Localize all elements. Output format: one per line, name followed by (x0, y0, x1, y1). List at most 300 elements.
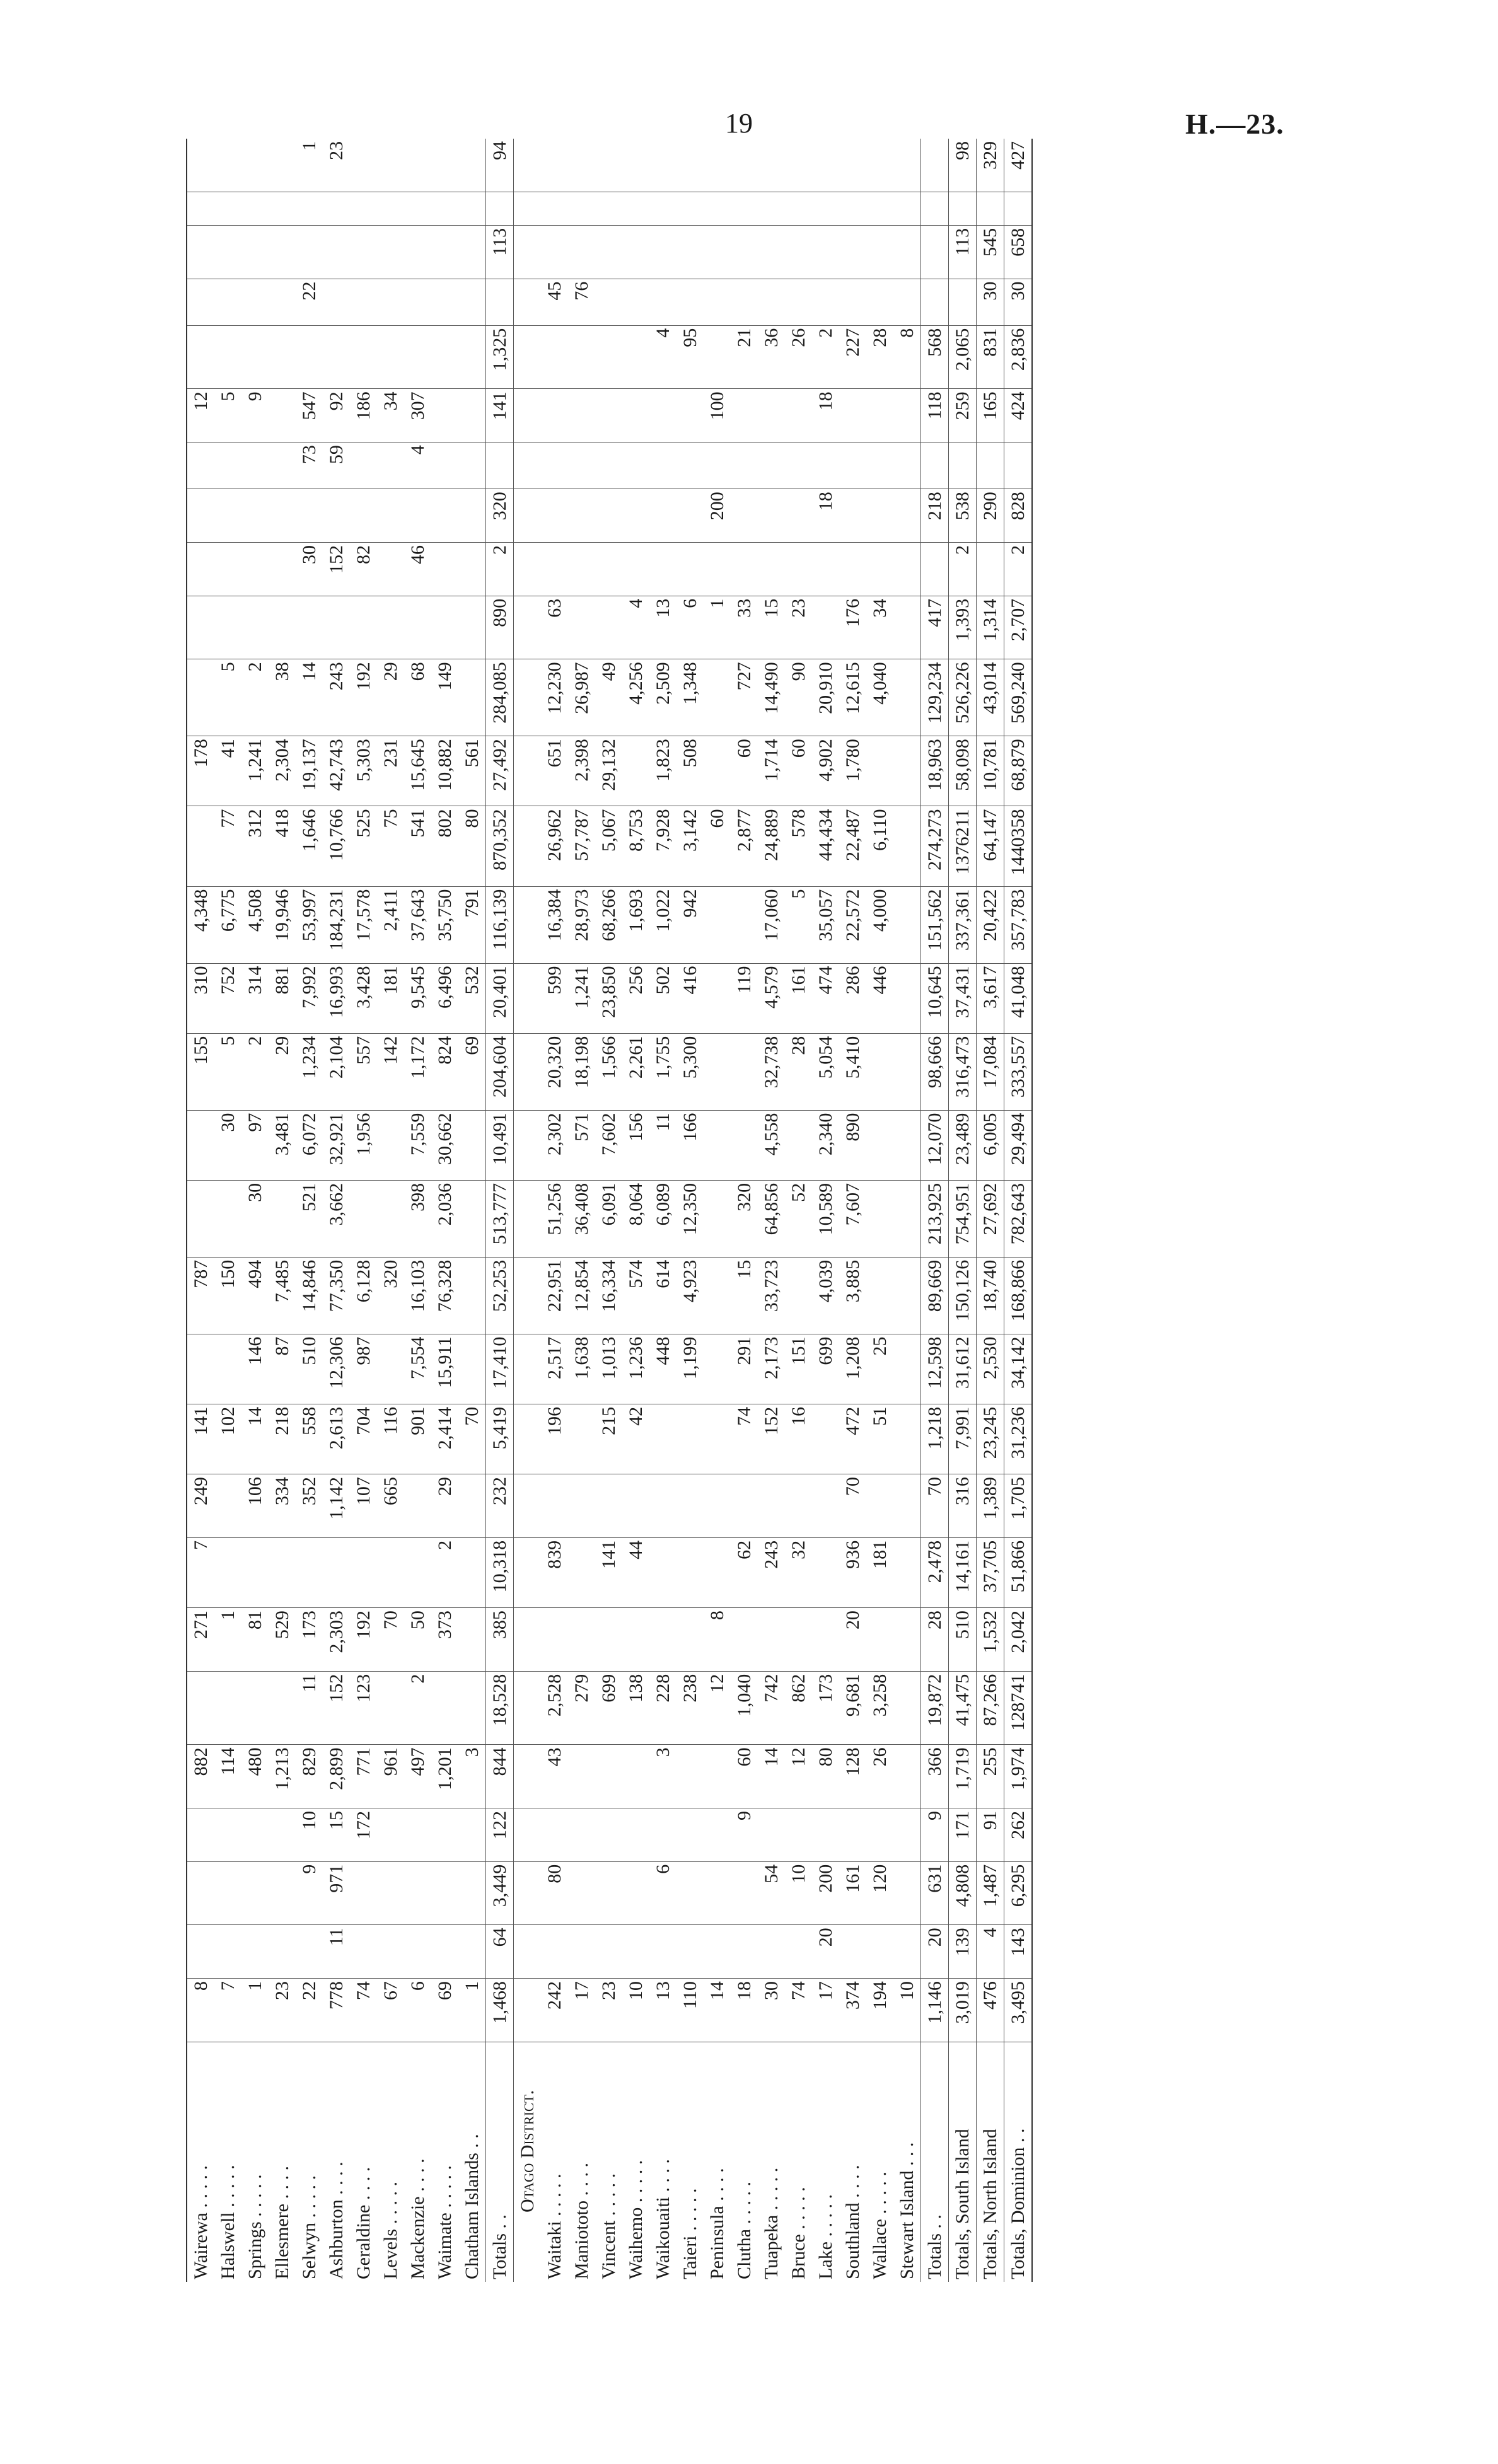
table-cell: 7 (187, 1537, 214, 1607)
table-cell (704, 963, 731, 1033)
table-cell: 513,777 (486, 1180, 514, 1257)
table-cell: 59 (323, 442, 350, 489)
table-cell: 243 (758, 1537, 785, 1607)
table-cell: 4,256 (622, 659, 649, 736)
table-cell: 107 (350, 1474, 377, 1538)
table-cell: 2 (404, 1671, 431, 1745)
table-cell: 165 (977, 389, 1004, 442)
table-cell (458, 659, 486, 736)
table-cell (514, 1257, 542, 1334)
table-cell (350, 596, 377, 659)
table-cell: 3 (458, 1745, 486, 1808)
table-cell: 571 (568, 1110, 595, 1180)
table-cell (731, 1474, 758, 1538)
table-cell: 290 (977, 489, 1004, 543)
table-cell: 42 (622, 1404, 649, 1474)
table-cell (595, 192, 622, 225)
table-cell: 152 (323, 1671, 350, 1745)
table-cell: 448 (649, 1334, 676, 1404)
table-cell: 171 (949, 1808, 977, 1861)
table-cell: 961 (377, 1745, 404, 1808)
table-cell: 262 (1004, 1808, 1033, 1861)
table-cell (649, 1537, 676, 1607)
table-cell: 242 (541, 1979, 568, 2042)
table-cell: 149 (431, 659, 458, 736)
table-cell: 1,393 (949, 596, 977, 659)
table-cell (839, 1808, 866, 1861)
table-cell (866, 1180, 893, 1257)
table-cell (704, 1334, 731, 1404)
table-cell (241, 1808, 269, 1861)
table-cell (704, 1404, 731, 1474)
table-cell: 472 (839, 1404, 866, 1474)
row-label: Waikouaiti . . . . (652, 2159, 673, 2279)
table-cell: 129,234 (921, 659, 949, 736)
table-cell (977, 442, 1004, 489)
table-cell (731, 1861, 758, 1925)
table-cell (431, 596, 458, 659)
table-cell: 27,692 (977, 1180, 1004, 1257)
table-cell (350, 139, 377, 192)
row-label: Ellesmere . . . . (271, 2166, 293, 2279)
table-cell: 574 (622, 1257, 649, 1334)
table-cell: 41 (214, 736, 241, 806)
table-cell (758, 225, 785, 279)
table-cell: 31,236 (1004, 1404, 1033, 1474)
table-cell (269, 389, 296, 442)
table-cell (731, 139, 758, 192)
table-cell (622, 279, 649, 325)
table-cell: 2,036 (431, 1180, 458, 1257)
table-cell (458, 542, 486, 596)
table-cell: 152 (323, 542, 350, 596)
table-cell: 2 (431, 1537, 458, 1607)
table-cell (404, 225, 431, 279)
table-cell (269, 1671, 296, 1745)
table-cell: 416 (676, 963, 704, 1033)
table-cell (269, 1808, 296, 1861)
row-label: Levels . . . . . (380, 2182, 401, 2279)
table-cell (731, 225, 758, 279)
table-cell (269, 1537, 296, 1607)
table-cell (514, 1979, 542, 2042)
table-cell (622, 139, 649, 192)
table-cell (568, 389, 595, 442)
table-cell (541, 225, 568, 279)
table-cell (676, 389, 704, 442)
table-cell: 69 (458, 1033, 486, 1110)
table-cell: 213,925 (921, 1180, 949, 1257)
table-cell (187, 1671, 214, 1745)
table-cell: 142 (377, 1033, 404, 1110)
table-cell: 34 (377, 389, 404, 442)
table-cell: 113 (486, 225, 514, 279)
table-cell: 2 (241, 1033, 269, 1110)
table-cell: 29,494 (1004, 1110, 1033, 1180)
table-cell (514, 1671, 542, 1745)
table-cell (866, 1257, 893, 1334)
table-cell (323, 1537, 350, 1607)
table-cell: 802 (431, 806, 458, 886)
table-cell (241, 442, 269, 489)
table-cell: 218 (269, 1404, 296, 1474)
table-cell (595, 139, 622, 192)
table-cell: 6,110 (866, 806, 893, 886)
table-cell: 614 (649, 1257, 676, 1334)
table-cell (949, 442, 977, 489)
table-cell (187, 1334, 214, 1404)
table-cell (893, 736, 921, 806)
row-label: Waihemo . . . . . (625, 2160, 646, 2279)
table-cell: 3,885 (839, 1257, 866, 1334)
table-cell: 10,491 (486, 1110, 514, 1180)
table-cell: 51,866 (1004, 1537, 1033, 1607)
table-cell: 12 (785, 1745, 812, 1808)
table-cell (377, 225, 404, 279)
table-cell: 12,070 (921, 1110, 949, 1180)
table-cell (323, 192, 350, 225)
table-cell: 6,775 (214, 886, 241, 963)
table-cell: 316 (949, 1474, 977, 1538)
table-cell: 2,303 (323, 1608, 350, 1672)
table-cell: 2,899 (323, 1745, 350, 1808)
table-cell (458, 1861, 486, 1925)
table-cell (269, 489, 296, 543)
table-cell (649, 1808, 676, 1861)
table-cell: 9,681 (839, 1671, 866, 1745)
table-cell: 161 (785, 963, 812, 1033)
table-cell: 829 (296, 1745, 323, 1808)
table-cell (187, 325, 214, 389)
table-cell (187, 139, 214, 192)
table-cell: 727 (731, 659, 758, 736)
table-cell: 942 (676, 886, 704, 963)
table-cell: 778 (323, 1979, 350, 2042)
table-cell (704, 1110, 731, 1180)
table-cell (377, 139, 404, 192)
table-cell: 286 (839, 963, 866, 1033)
table-cell: 186 (350, 389, 377, 442)
table-cell: 7,607 (839, 1180, 866, 1257)
table-cell (514, 1861, 542, 1925)
table-cell (514, 1808, 542, 1861)
table-cell: 16,384 (541, 886, 568, 963)
table-cell (514, 963, 542, 1033)
table-cell (649, 279, 676, 325)
table-cell (812, 542, 839, 596)
table-cell: 70 (377, 1608, 404, 1672)
table-cell: 12,306 (323, 1334, 350, 1404)
table-cell (269, 542, 296, 596)
table-cell: 18,528 (486, 1671, 514, 1745)
table-cell (568, 1808, 595, 1861)
table-cell (568, 192, 595, 225)
table-cell: 532 (458, 963, 486, 1033)
table-cell: 310 (187, 963, 214, 1033)
table-cell: 33,723 (758, 1257, 785, 1334)
table-cell: 76 (568, 279, 595, 325)
rotated-statistics-table (186, 139, 1028, 2282)
table-cell (595, 1608, 622, 1672)
table-cell: 279 (568, 1671, 595, 1745)
table-cell (758, 389, 785, 442)
table-cell (404, 1925, 431, 1979)
table-cell: 8,064 (622, 1180, 649, 1257)
table-cell: 100 (704, 389, 731, 442)
table-cell: 18 (731, 1979, 758, 2042)
table-cell (785, 1608, 812, 1672)
table-cell (241, 1671, 269, 1745)
document-code: H.—23. (1185, 108, 1284, 140)
table-row (296, 139, 323, 2282)
table-cell: 11 (296, 1671, 323, 1745)
table-cell: 87,266 (977, 1671, 1004, 1745)
table-cell (458, 489, 486, 543)
table-cell (595, 489, 622, 543)
table-cell: 33 (731, 596, 758, 659)
table-cell (458, 1110, 486, 1180)
table-cell (187, 442, 214, 489)
table-cell (704, 1474, 731, 1538)
table-cell: 7,559 (404, 1110, 431, 1180)
table-cell (595, 279, 622, 325)
table-cell (893, 1861, 921, 1925)
table-cell: 771 (350, 1745, 377, 1808)
table-cell (541, 542, 568, 596)
table-cell: 2,302 (541, 1110, 568, 1180)
table-cell (350, 442, 377, 489)
table-cell (568, 1537, 595, 1607)
table-cell: 631 (921, 1861, 949, 1925)
table-cell: 5 (214, 1033, 241, 1110)
table-cell: 14 (296, 659, 323, 736)
table-cell (812, 225, 839, 279)
table-cell (568, 1404, 595, 1474)
table-cell (595, 1861, 622, 1925)
table-cell (649, 489, 676, 543)
table-cell: 7,928 (649, 806, 676, 886)
table-cell: 41,475 (949, 1671, 977, 1745)
table-cell: 510 (296, 1334, 323, 1404)
table-cell: 538 (949, 489, 977, 543)
table-cell: 156 (622, 1110, 649, 1180)
table-cell (514, 1537, 542, 1607)
table-cell (704, 192, 731, 225)
table-cell (704, 1808, 731, 1861)
table-cell: 754,951 (949, 1180, 977, 1257)
table-cell (866, 192, 893, 225)
table-cell: 155 (187, 1033, 214, 1110)
table-cell (595, 542, 622, 596)
table-cell: 60 (731, 736, 758, 806)
table-cell (731, 389, 758, 442)
table-cell: 398 (404, 1180, 431, 1257)
table-cell: 34,142 (1004, 1334, 1033, 1404)
table-cell: 60 (731, 1745, 758, 1808)
table-cell: 6,128 (350, 1257, 377, 1334)
table-cell: 22,487 (839, 806, 866, 886)
table-cell: 7 (214, 1979, 241, 2042)
table-cell: 561 (458, 736, 486, 806)
table-cell (458, 596, 486, 659)
table-cell: 502 (649, 963, 676, 1033)
table-cell (514, 389, 542, 442)
table-cell: 476 (977, 1979, 1004, 2042)
table-cell: 2,065 (949, 325, 977, 389)
table-cell: 1,780 (839, 736, 866, 806)
table-cell (758, 542, 785, 596)
table-cell: 166 (676, 1110, 704, 1180)
table-cell (187, 489, 214, 543)
table-cell (704, 1537, 731, 1607)
table-cell: 2,411 (377, 886, 404, 963)
table-cell: 32,738 (758, 1033, 785, 1110)
table-cell (296, 489, 323, 543)
table-cell (893, 192, 921, 225)
table-cell: 1,714 (758, 736, 785, 806)
table-cell (214, 596, 241, 659)
table-cell (431, 1925, 458, 1979)
table-cell: 312 (241, 806, 269, 886)
table-cell: 427 (1004, 139, 1033, 192)
table-cell: 20,422 (977, 886, 1004, 963)
table-cell (541, 389, 568, 442)
table-cell: 97 (241, 1110, 269, 1180)
table-cell (731, 1925, 758, 1979)
table-cell: 6,091 (595, 1180, 622, 1257)
table-cell (377, 1110, 404, 1180)
table-cell: 16,103 (404, 1257, 431, 1334)
table-cell (622, 489, 649, 543)
table-cell: 10,766 (323, 806, 350, 886)
table-cell (568, 139, 595, 192)
table-cell (893, 1334, 921, 1404)
table-cell: 51 (866, 1404, 893, 1474)
table-row (893, 139, 921, 2282)
table-cell (595, 225, 622, 279)
table-cell (514, 1110, 542, 1180)
table-cell (431, 1671, 458, 1745)
table-cell (187, 192, 214, 225)
table-cell (866, 279, 893, 325)
table-cell: 255 (977, 1745, 1004, 1808)
table-cell: 176 (839, 596, 866, 659)
table-cell (269, 442, 296, 489)
table-cell: 20 (839, 1608, 866, 1672)
table-cell: 1,199 (676, 1334, 704, 1404)
table-cell: 192 (350, 659, 377, 736)
table-cell: 4 (404, 442, 431, 489)
table-cell (785, 1808, 812, 1861)
table-cell (812, 1608, 839, 1672)
row-label: Tuapeka . . . . . (760, 2167, 782, 2279)
table-cell (377, 1925, 404, 1979)
table-cell: 106 (241, 1474, 269, 1538)
table-cell: 43 (541, 1745, 568, 1808)
table-cell (241, 139, 269, 192)
table-cell: 699 (812, 1334, 839, 1404)
table-cell (704, 1257, 731, 1334)
table-cell: 7,485 (269, 1257, 296, 1334)
table-cell (458, 1537, 486, 1607)
table-cell (676, 1861, 704, 1925)
table-cell (350, 489, 377, 543)
table-cell: 200 (704, 489, 731, 543)
table-row (541, 139, 568, 2282)
table-cell: 11 (323, 1925, 350, 1979)
table-cell: 27,492 (486, 736, 514, 806)
table-cell (431, 325, 458, 389)
table-cell: 1,956 (350, 1110, 377, 1180)
table-cell: 95 (676, 325, 704, 389)
table-cell (785, 442, 812, 489)
table-cell (866, 542, 893, 596)
table-cell (704, 325, 731, 389)
table-cell: 181 (866, 1537, 893, 1607)
table-cell (704, 886, 731, 963)
table-cell: 2,304 (269, 736, 296, 806)
table-cell (785, 1257, 812, 1334)
table-body (187, 139, 1032, 2282)
table-cell (241, 192, 269, 225)
table-cell: 23 (269, 1979, 296, 2042)
table-cell: 119 (731, 963, 758, 1033)
table-cell: 936 (839, 1537, 866, 1607)
table-cell: 882 (187, 1745, 214, 1808)
table-cell: 568 (921, 325, 949, 389)
table-cell: 58,098 (949, 736, 977, 806)
table-cell (595, 1474, 622, 1538)
row-label: Waitaki . . . . . (543, 2173, 565, 2279)
table-cell: 651 (541, 736, 568, 806)
table-cell (350, 1925, 377, 1979)
table-cell (731, 886, 758, 963)
table-cell (622, 542, 649, 596)
row-label: Geraldine . . . . (352, 2166, 374, 2279)
table-cell (514, 1745, 542, 1808)
table-cell: 35,057 (812, 886, 839, 963)
table-cell: 18 (812, 489, 839, 543)
table-cell (296, 596, 323, 659)
table-cell: 151 (785, 1334, 812, 1404)
table-cell: 1,234 (296, 1033, 323, 1110)
table-cell (1004, 192, 1033, 225)
table-cell (676, 1474, 704, 1538)
table-cell: 152 (758, 1404, 785, 1474)
table-cell: 19,137 (296, 736, 323, 806)
table-cell: 1,532 (977, 1608, 1004, 1672)
table-cell (214, 542, 241, 596)
table-cell: 1 (214, 1608, 241, 1672)
table-cell: 178 (187, 736, 214, 806)
table-cell (649, 442, 676, 489)
table-cell: 385 (486, 1608, 514, 1672)
table-cell (269, 225, 296, 279)
table-cell: 249 (187, 1474, 214, 1538)
table-cell: 541 (404, 806, 431, 886)
table-cell (812, 442, 839, 489)
table-cell (866, 1608, 893, 1672)
table-cell: 2 (812, 325, 839, 389)
table-cell (377, 596, 404, 659)
table-cell: 497 (404, 1745, 431, 1808)
table-cell: 37,705 (977, 1537, 1004, 1607)
table-cell: 172 (350, 1808, 377, 1861)
table-cell: 3,019 (949, 1979, 977, 2042)
table-cell: 32,921 (323, 1110, 350, 1180)
table-cell: 184,231 (323, 886, 350, 963)
table-cell (785, 1474, 812, 1538)
